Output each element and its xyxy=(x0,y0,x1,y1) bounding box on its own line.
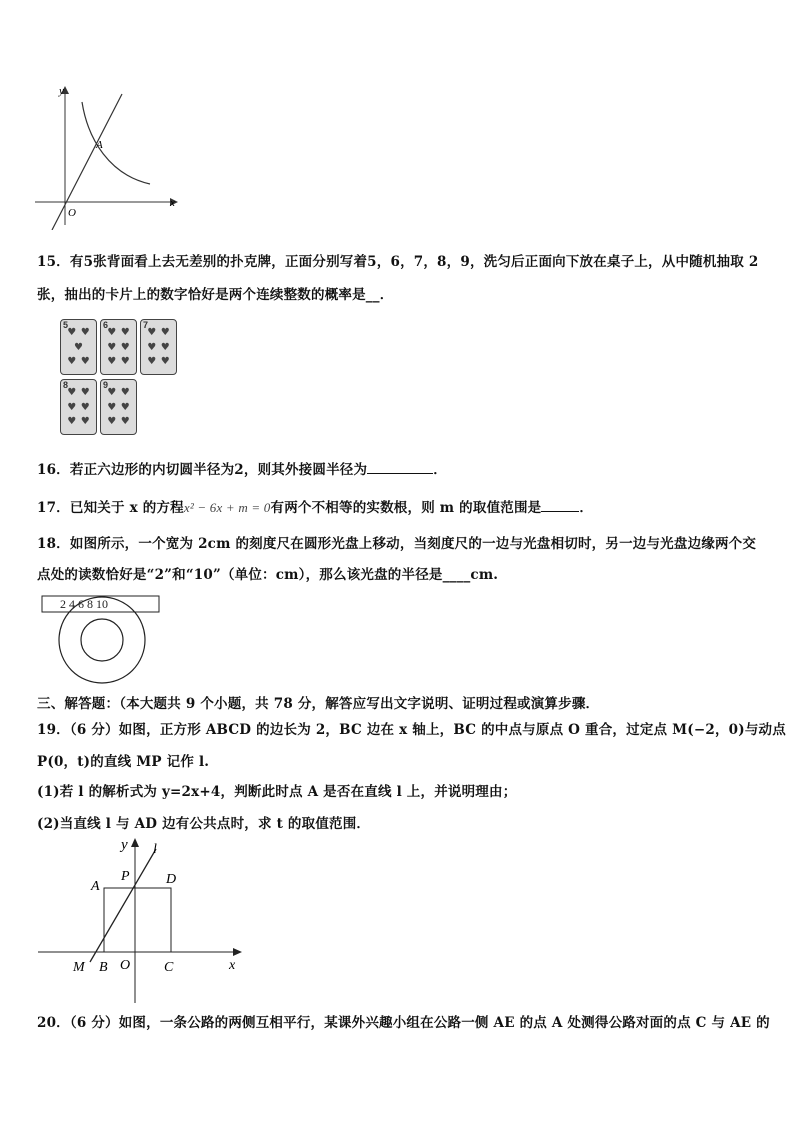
heart-icon: ♥ xyxy=(147,327,157,338)
playing-card: 8 ♥ ♥ ♥ ♥ ♥ ♥ xyxy=(60,379,97,435)
heart-icon: ♥ xyxy=(120,401,130,413)
heart-icon: ♥ xyxy=(80,387,90,398)
heart-icon: ♥ xyxy=(67,416,77,427)
answer-blank xyxy=(367,461,433,474)
heart-icon: ♥ xyxy=(160,356,170,367)
heart-icon: ♥ xyxy=(67,356,77,367)
heart-icon: ♥ xyxy=(67,401,77,413)
q19-line3: (1)若 l 的解析式为 y=2x+4，判断此时点 A 是否在直线 l 上，并说明理由； xyxy=(37,784,517,800)
heart-icon: ♥ xyxy=(80,356,90,367)
point-a-label: A xyxy=(96,139,103,151)
figure-hyperbola-line xyxy=(30,80,190,230)
ruler-ticks: 2 4 6 8 10 xyxy=(60,597,108,611)
q16-text: 16．若正六边形的内切圆半径为2，则其外接圆半径为 xyxy=(37,462,368,478)
label-l: l xyxy=(153,842,157,857)
heart-icon: ♥ xyxy=(67,327,77,338)
y-label: y xyxy=(59,85,64,97)
line-l xyxy=(90,849,156,962)
x-label: x xyxy=(170,197,175,209)
label-o: O xyxy=(120,958,131,973)
heart-icon: ♥ xyxy=(107,356,117,367)
q19-line1: 19．（6 分）如图，正方形 ABCD 的边长为 2，BC 边在 x 轴上，BC 的中点与原点 O 重合，过定点 M(−2，0)与动点 xyxy=(37,722,786,738)
heart-icon: ♥ xyxy=(120,341,130,353)
heart-icon: ♥ xyxy=(120,327,130,338)
q18-line2: 点处的读数恰好是“2”和“10”（单位：cm），那么该光盘的半径是____cm. xyxy=(37,567,499,583)
square-coordinate-figure xyxy=(35,835,250,1005)
heart-icon: ♥ xyxy=(147,356,157,367)
q17-text-a: 17．已知关于 x 的方程 xyxy=(37,500,184,516)
label-b: B xyxy=(99,960,108,975)
playing-card: 7 ♥ ♥ ♥ ♥ ♥ ♥ xyxy=(140,319,177,375)
q17-text-b: 有两个不相等的实数根，则 m 的取值范围是 xyxy=(270,500,542,516)
ruler-disc-figure xyxy=(38,594,163,684)
hyperbola-curve xyxy=(82,102,150,184)
playing-cards-figure xyxy=(58,317,183,439)
q18-line1: 18．如图所示，一个宽为 2cm 的刻度尺在圆形光盘上移动，当刻度尺的一边与光盘相切时，另一边与光盘边缘两个交 xyxy=(37,536,757,552)
heart-icon: ♥ xyxy=(107,401,117,413)
heart-icon: ♥ xyxy=(107,416,117,427)
heart-icon: ♥ xyxy=(120,387,130,398)
label-a: A xyxy=(91,879,100,894)
heart-icon: ♥ xyxy=(80,416,90,427)
heart-icon: ♥ xyxy=(80,327,90,338)
label-d: D xyxy=(166,872,177,887)
label-y: y xyxy=(121,837,128,853)
heart-icon: ♥ xyxy=(160,327,170,338)
y-axis-arrow xyxy=(131,838,139,847)
heart-icon: ♥ xyxy=(74,341,83,353)
heart-icon: ♥ xyxy=(160,341,170,353)
playing-card: 6 ♥ ♥ ♥ ♥ ♥ ♥ xyxy=(100,319,137,375)
heart-icon: ♥ xyxy=(80,401,90,413)
q17-equation: x² − 6x + m = 0 xyxy=(183,500,271,515)
q15-line1: 15．有5张背面看上去无差别的扑克牌，正面分别写着5，6，7，8，9，洗匀后正面向下放在桌子上，从中随机抽取 2 xyxy=(37,254,759,270)
heart-icon: ♥ xyxy=(67,387,77,398)
heart-icon: ♥ xyxy=(107,387,117,398)
q19-line4: (2)当直线 l 与 AD 边有公共点时，求 t 的取值范围． xyxy=(37,816,371,832)
section-heading: 三、解答题：（本大题共 9 个小题，共 78 分，解答应写出文字说明、证明过程或演算步骤． xyxy=(37,696,600,712)
label-c: C xyxy=(164,960,174,975)
heart-icon: ♥ xyxy=(120,356,130,367)
q20-line1: 20．（6 分）如图，一条公路的两侧互相平行，某课外兴趣小组在公路一侧 AE 的点 A 处测得公路对面的点 C 与 AE 的 xyxy=(37,1015,770,1031)
playing-card: 9 ♥ ♥ ♥ ♥ ♥ ♥ xyxy=(100,379,137,435)
heart-icon: ♥ xyxy=(120,416,130,427)
q16: 16．若正六边形的内切圆半径为2，则其外接圆半径为 ． xyxy=(37,462,447,478)
line-through-origin xyxy=(52,94,122,230)
label-p: P xyxy=(121,869,130,884)
answer-blank xyxy=(541,499,579,512)
q15-line2: 张，抽出的卡片上的数字恰好是两个连续整数的概率是__． xyxy=(37,287,394,303)
x-axis-arrow xyxy=(233,948,242,956)
label-m: M xyxy=(73,960,85,975)
heart-icon: ♥ xyxy=(107,327,117,338)
playing-card: 5 ♥ ♥ ♥ ♥ ♥ xyxy=(60,319,97,375)
heart-icon: ♥ xyxy=(147,341,157,353)
q17: 17．已知关于 x 的方程x² − 6x + m = 0有两个不相等的实数根，则 m 的取值范围是 ． xyxy=(37,500,594,516)
label-x: x xyxy=(229,958,236,973)
q19-line2: P(0，t)的直线 MP 记作 l. xyxy=(37,754,210,770)
heart-icon: ♥ xyxy=(107,341,117,353)
disc-inner-circle xyxy=(81,619,123,661)
origin-label: O xyxy=(68,207,76,219)
